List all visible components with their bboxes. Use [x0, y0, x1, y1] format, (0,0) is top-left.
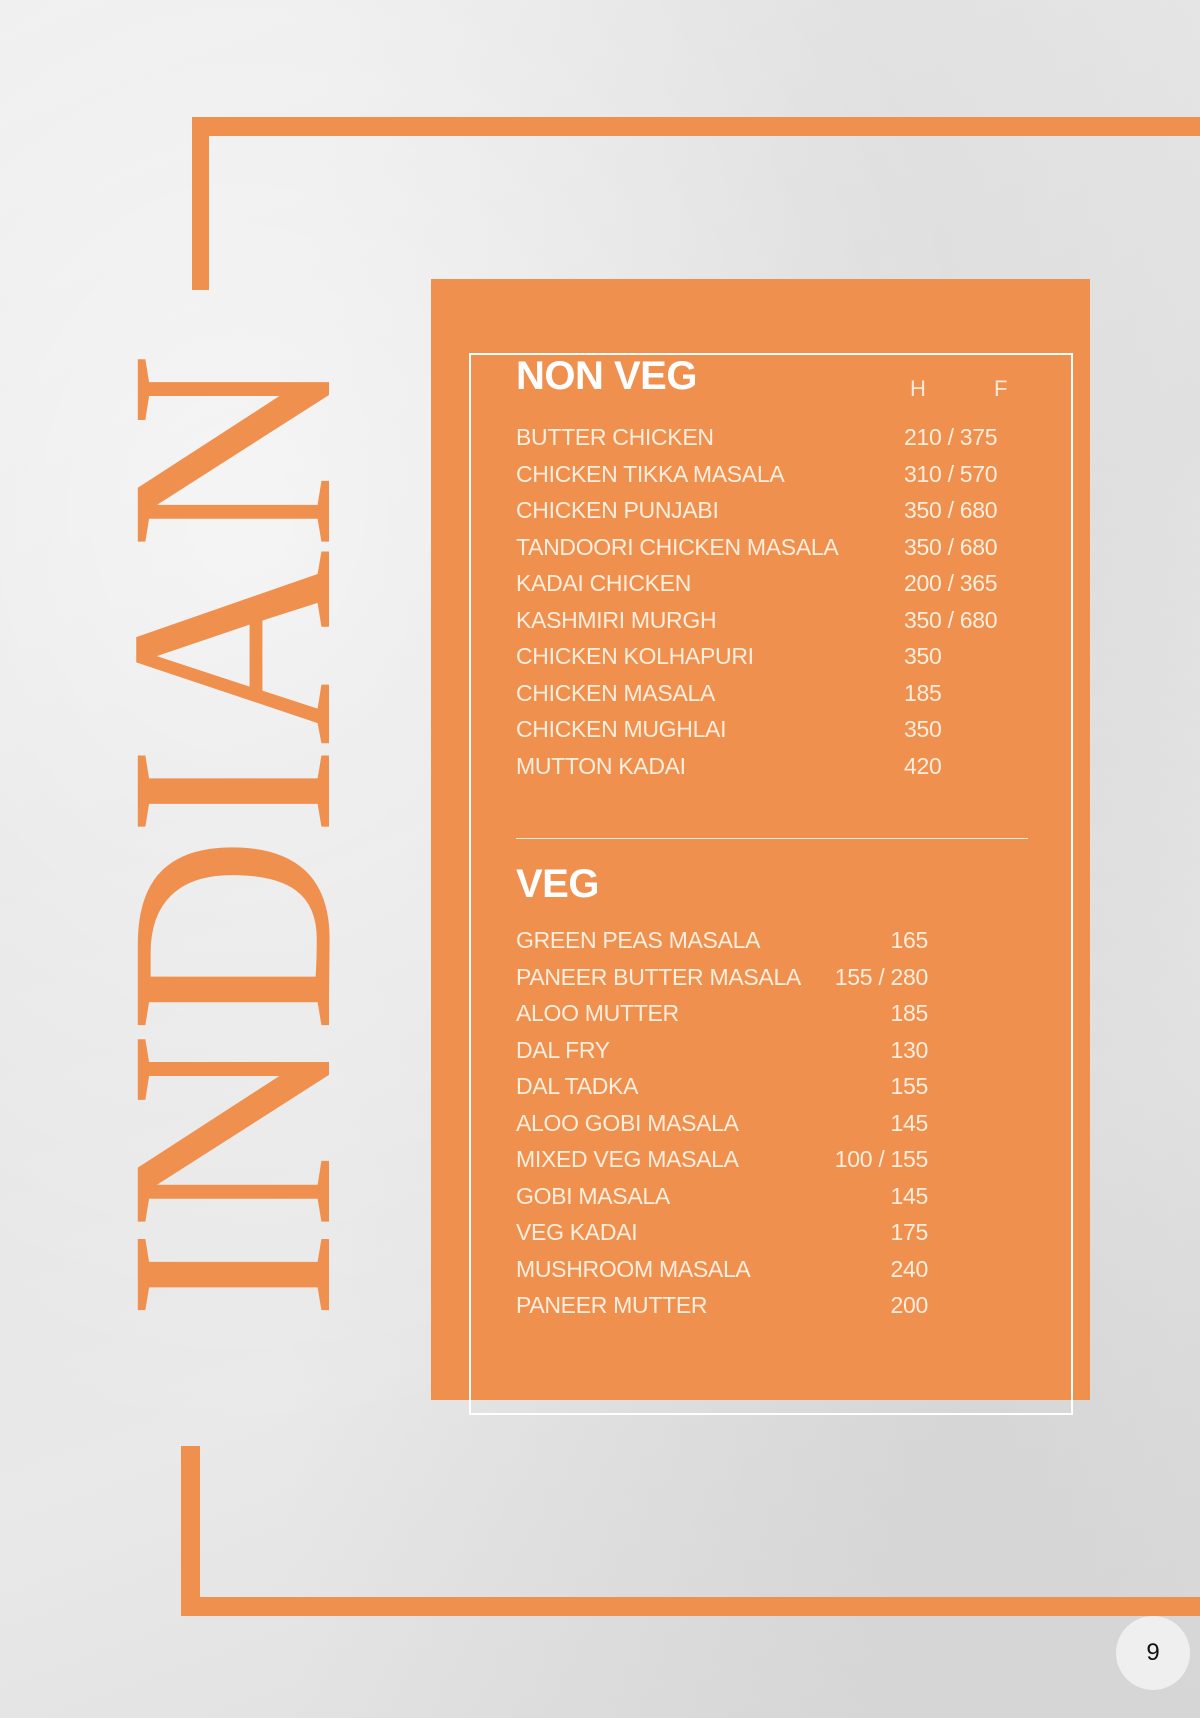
- menu-item-name: ALOO MUTTER: [516, 1000, 679, 1026]
- menu-item-name: MUSHROOM MASALA: [516, 1255, 751, 1282]
- menu-item-name: DAL TADKA: [516, 1073, 639, 1099]
- menu-item-name: PANEER BUTTER MASALA: [516, 963, 801, 990]
- menu-item-name: PANEER MUTTER: [516, 1292, 708, 1318]
- menu-item-price: 350: [904, 643, 942, 669]
- menu-item-name: CHICKEN KOLHAPURI: [516, 643, 754, 669]
- menu-item: [516, 716, 1036, 752]
- menu-item-name: CHICKEN TIKKA MASALA: [516, 460, 785, 487]
- menu-item: [516, 680, 1036, 716]
- menu-item-price: 350 / 680: [904, 533, 998, 560]
- menu-item: [516, 461, 1036, 497]
- menu-item: [516, 1110, 1036, 1146]
- menu-item-name: VEG KADAI: [516, 1219, 638, 1245]
- menu-item-name: GREEN PEAS MASALA: [516, 927, 761, 953]
- menu-item-name: MIXED VEG MASALA: [516, 1146, 739, 1172]
- menu-item-name: ALOO GOBI MASALA: [516, 1109, 739, 1136]
- menu-item: [516, 1183, 1036, 1219]
- menu-item-price: 200 / 365: [904, 570, 998, 596]
- menu-item: [516, 1219, 1036, 1255]
- menu-item-price: 350: [904, 716, 942, 742]
- menu-item-price: 175: [890, 1219, 928, 1245]
- menu-item: [516, 964, 1036, 1000]
- menu-item-name: CHICKEN MASALA: [516, 679, 716, 706]
- menu-item: [516, 1256, 1036, 1292]
- menu-item-price: 310 / 570: [904, 460, 998, 487]
- menu-item-price: 350 / 680: [904, 497, 998, 523]
- menu-item: [516, 497, 1036, 533]
- menu-item: [516, 1292, 1036, 1328]
- menu-item-price: 155 / 280: [834, 963, 928, 990]
- menu-item: [516, 1073, 1036, 1109]
- section-divider: [516, 838, 1028, 839]
- menu-item: [516, 1146, 1036, 1182]
- non-veg-heading: NON VEG: [516, 354, 697, 398]
- menu-item: [516, 753, 1036, 789]
- menu-item-name: TANDOORI CHICKEN MASALA: [516, 533, 839, 560]
- half-column-header: H: [910, 376, 926, 401]
- menu-item-price: 145: [890, 1109, 928, 1136]
- menu-item-price: 350 / 680: [904, 606, 998, 633]
- menu-item-name: CHICKEN MUGHLAI: [516, 716, 727, 742]
- menu-item-price: 210 / 375: [904, 424, 998, 450]
- section-title: INDIAN: [70, 282, 393, 1320]
- menu-item-price: 185: [890, 1000, 928, 1026]
- menu-item: [516, 927, 1036, 963]
- menu-item-price: 145: [890, 1182, 928, 1209]
- menu-item: [516, 570, 1036, 606]
- menu-item-name: KADAI CHICKEN: [516, 570, 692, 596]
- menu-item: [516, 607, 1036, 643]
- menu-item-price: 420: [904, 752, 942, 779]
- menu-item: [516, 424, 1036, 460]
- menu-item-name: DAL FRY: [516, 1036, 610, 1063]
- menu-item-price: 200: [890, 1292, 928, 1318]
- menu-item-price: 185: [904, 679, 942, 706]
- menu-item-name: GOBI MASALA: [516, 1182, 670, 1209]
- page-number: 9: [1116, 1616, 1190, 1690]
- veg-heading: VEG: [516, 862, 599, 906]
- menu-item: [516, 1000, 1036, 1036]
- menu-item-price: 155: [890, 1073, 928, 1099]
- full-column-header: F: [994, 376, 1008, 401]
- menu-item-price: 100 / 155: [834, 1146, 928, 1172]
- menu-item: [516, 534, 1036, 570]
- menu-item-price: 165: [890, 927, 928, 953]
- menu-item: [516, 643, 1036, 679]
- menu-item-price: 240: [890, 1255, 928, 1282]
- menu-item-name: MUTTON KADAI: [516, 752, 686, 779]
- menu-item-price: 130: [890, 1036, 928, 1063]
- menu-item-name: CHICKEN PUNJABI: [516, 497, 719, 523]
- menu-item-name: KASHMIRI MURGH: [516, 606, 717, 633]
- menu-item: [516, 1037, 1036, 1073]
- menu-item-name: BUTTER CHICKEN: [516, 424, 714, 450]
